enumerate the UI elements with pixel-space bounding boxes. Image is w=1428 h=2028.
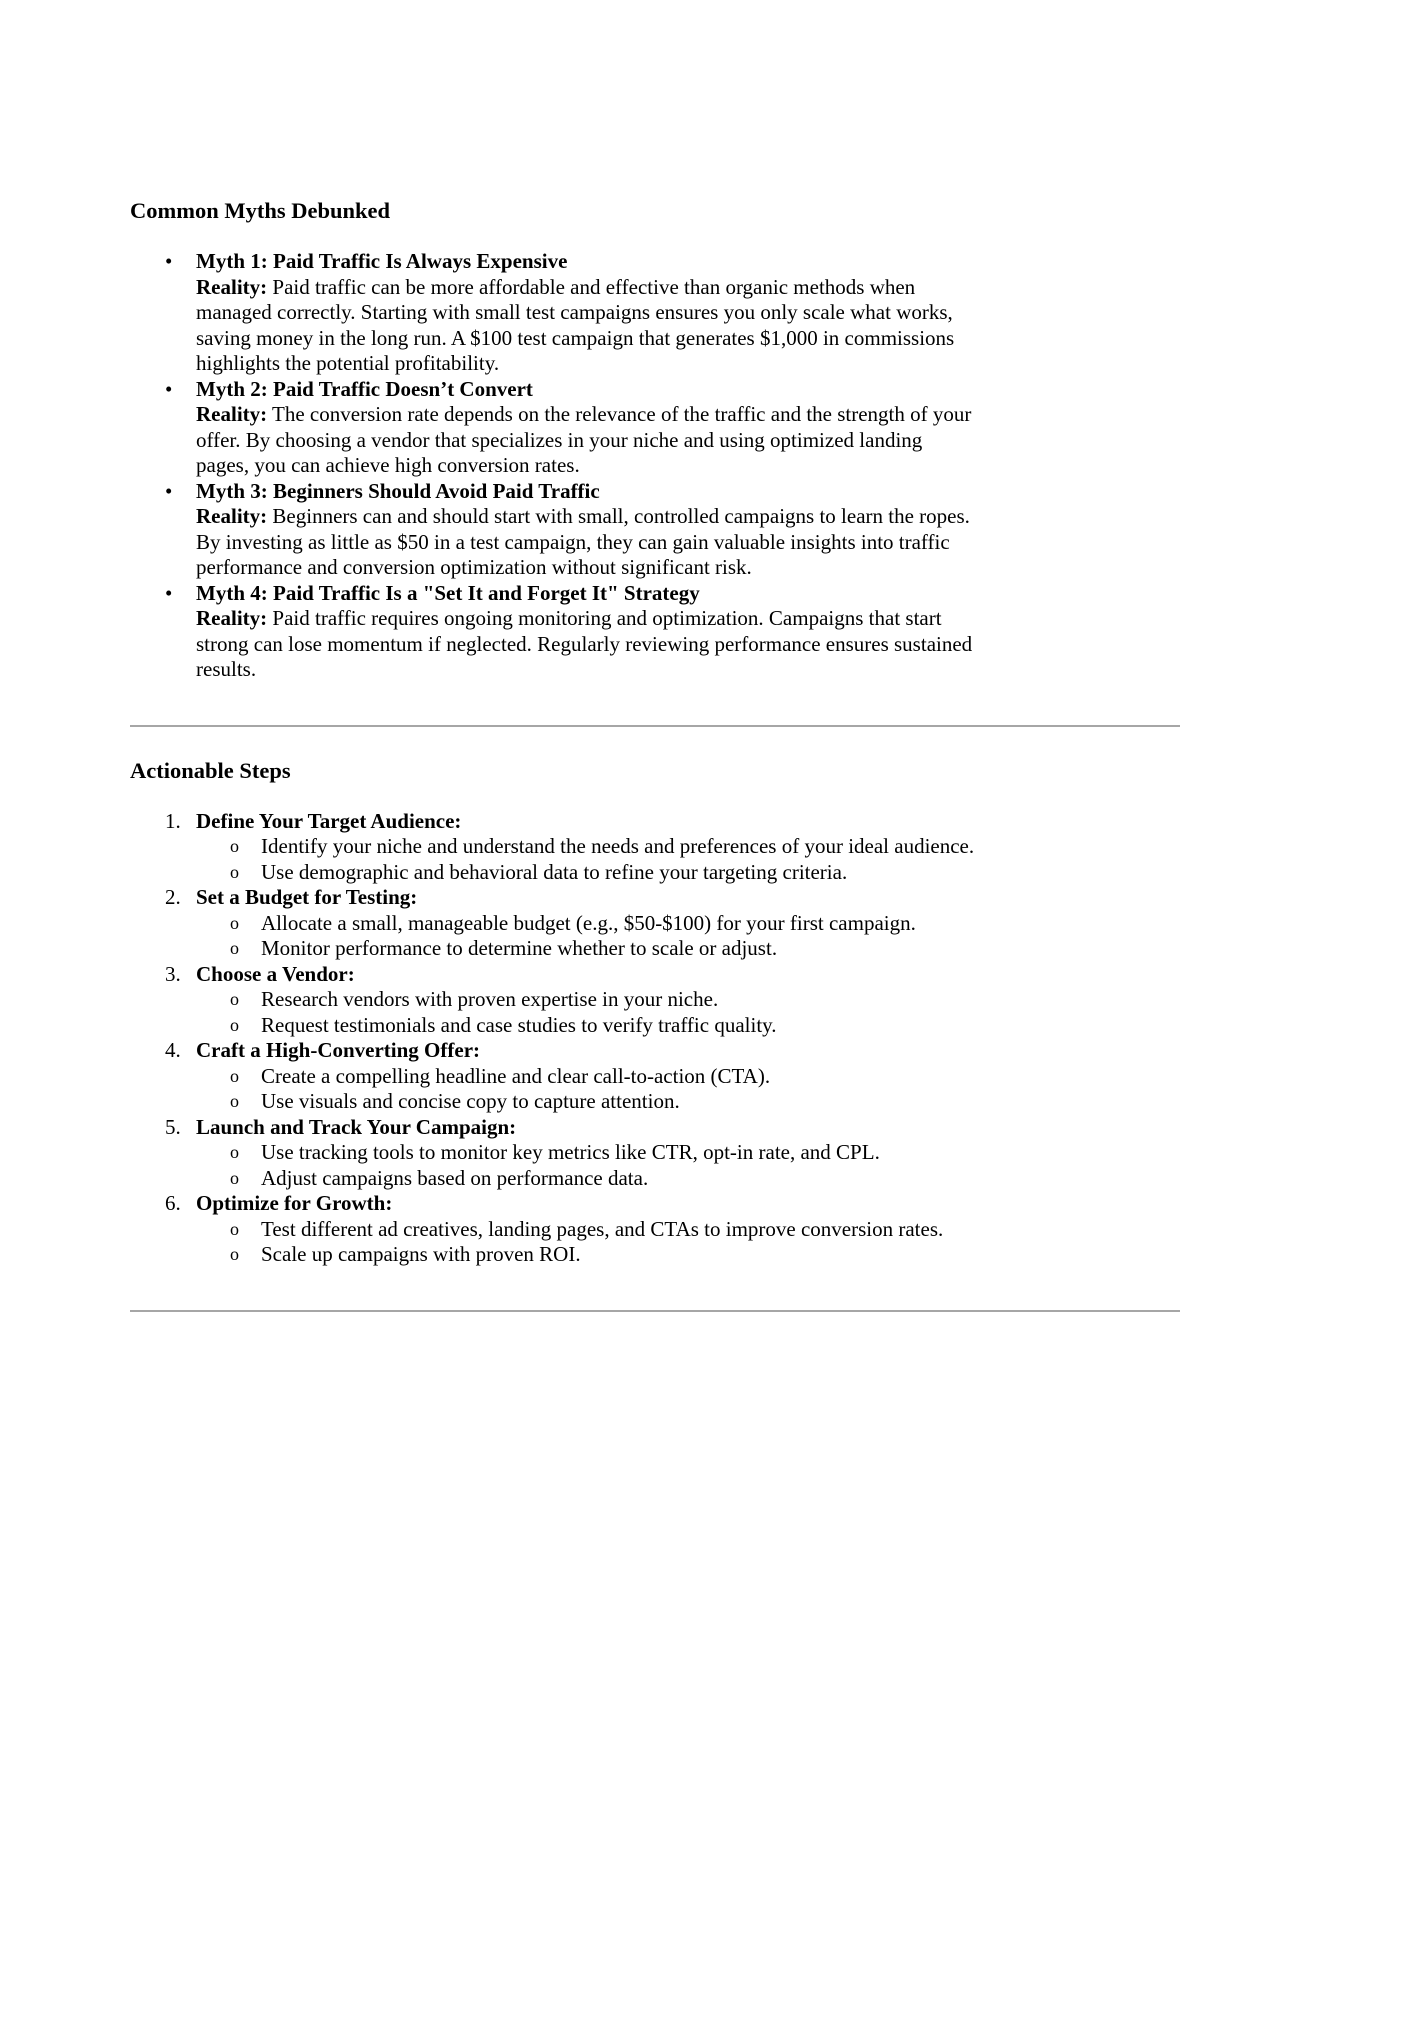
steps-list	[130, 809, 1180, 1268]
reality-text: Beginners can and should start with small, controlled campaigns to learn the ropes. By investing as little as $50 in a test campaign, they can gain valuable insights into traffic performance and conversion optimization without significant risk.	[196, 504, 970, 579]
substep-text: Test different ad creatives, landing pages, and CTAs to improve conversion rates.	[261, 1216, 944, 1241]
substep-text: Research vendors with proven expertise in your niche.	[261, 987, 719, 1011]
substep-item	[196, 1140, 980, 1166]
substep-text: Use tracking tools to monitor key metrics like CTR, opt-in rate, and CPL.	[261, 1140, 880, 1164]
bullet-icon: •	[165, 478, 173, 503]
step-title: Choose a Vendor:	[196, 961, 355, 986]
steps-section	[130, 757, 1180, 1268]
step-number: 1.	[165, 808, 181, 833]
substep-text: Identify your niche and understand the needs and preferences of your ideal audience.	[261, 834, 975, 858]
myth-item	[130, 249, 980, 377]
myth-content	[196, 249, 980, 377]
substep-item	[196, 936, 980, 962]
section-divider	[130, 725, 1180, 727]
myth-reality	[196, 275, 980, 377]
reality-label: Reality:	[196, 504, 268, 528]
reality-label: Reality:	[196, 274, 268, 299]
substep-text: Create a compelling headline and clear call-to-action (CTA).	[261, 1063, 771, 1088]
substep-item	[196, 987, 980, 1013]
substep-item	[196, 860, 980, 886]
step-item	[130, 1115, 980, 1192]
substep-text: Use visuals and concise copy to capture attention.	[261, 1089, 680, 1113]
substep-item	[196, 1013, 980, 1039]
myth-item	[130, 377, 980, 479]
step-number: 6.	[165, 1191, 181, 1215]
myth-reality	[196, 402, 980, 479]
substep-item	[196, 1242, 980, 1268]
circle-bullet-icon: o	[230, 989, 239, 1009]
step-title: Set a Budget for Testing:	[196, 885, 418, 909]
substep-list	[196, 1140, 980, 1191]
circle-bullet-icon: o	[230, 836, 239, 856]
step-number: 2.	[165, 885, 181, 909]
bullet-icon: •	[165, 376, 173, 401]
step-content	[196, 1191, 980, 1268]
substep-list	[196, 987, 980, 1038]
reality-label: Reality:	[196, 402, 268, 426]
substep-list	[196, 834, 980, 885]
step-number: 5.	[165, 1114, 181, 1139]
substep-item	[196, 911, 980, 937]
section-divider	[130, 1310, 1180, 1312]
step-content	[196, 962, 980, 1039]
myth-content	[196, 581, 980, 683]
circle-bullet-icon: o	[230, 938, 239, 958]
substep-list	[196, 1217, 980, 1268]
myth-title: Myth 4: Paid Traffic Is a "Set It and Forget It" Strategy	[196, 580, 700, 605]
myth-title: Myth 2: Paid Traffic Doesn’t Convert	[196, 376, 533, 401]
circle-bullet-icon: o	[230, 1014, 239, 1035]
steps-heading: Actionable Steps	[130, 757, 291, 783]
myths-heading: Common Myths Debunked	[130, 198, 391, 223]
substep-text: Request testimonials and case studies to verify traffic quality.	[261, 1012, 777, 1037]
circle-bullet-icon: o	[230, 1142, 239, 1162]
step-content	[196, 885, 980, 962]
circle-bullet-icon: o	[230, 1065, 239, 1086]
substep-item	[196, 1166, 980, 1192]
reality-label: Reality:	[196, 606, 268, 630]
substep-list	[196, 1064, 980, 1115]
myth-content	[196, 377, 980, 479]
myths-list	[130, 249, 1180, 683]
myth-content	[196, 479, 980, 581]
step-item	[130, 885, 980, 962]
substep-item	[196, 1064, 980, 1090]
substep-item	[196, 834, 980, 860]
substep-item	[196, 1089, 980, 1115]
bullet-icon: •	[165, 249, 173, 273]
circle-bullet-icon: o	[230, 1244, 239, 1264]
myths-section	[130, 197, 1180, 683]
step-title: Craft a High-Converting Offer:	[196, 1038, 481, 1062]
step-number: 3.	[165, 961, 181, 986]
substep-text: Scale up campaigns with proven ROI.	[261, 1242, 581, 1266]
step-item	[130, 1191, 980, 1268]
myth-reality	[196, 606, 980, 683]
circle-bullet-icon: o	[230, 861, 239, 882]
step-title: Launch and Track Your Campaign:	[196, 1114, 517, 1139]
step-item	[130, 809, 980, 886]
substep-list	[196, 911, 980, 962]
step-item	[130, 1038, 980, 1115]
myth-title: Myth 3: Beginners Should Avoid Paid Traffic	[196, 478, 600, 503]
step-content	[196, 1115, 980, 1192]
substep-text: Allocate a small, manageable budget (e.g., $50-$100) for your first campaign.	[261, 910, 916, 935]
bullet-icon: •	[165, 580, 173, 605]
step-content	[196, 809, 980, 886]
substep-text: Use demographic and behavioral data to refine your targeting criteria.	[261, 859, 848, 884]
substep-item	[196, 1217, 980, 1243]
circle-bullet-icon: o	[230, 912, 239, 933]
substep-text: Adjust campaigns based on performance data.	[261, 1165, 649, 1190]
reality-text: The conversion rate depends on the relevance of the traffic and the strength of your offer. By choosing a vendor that specializes in your niche and using optimized landing pages, you can achieve high conversion rates.	[196, 402, 972, 477]
myth-reality	[196, 504, 980, 581]
step-content	[196, 1038, 980, 1115]
reality-text: Paid traffic requires ongoing monitoring and optimization. Campaigns that start strong can lose momentum if neglected. Regularly reviewing performance ensures sustained results.	[196, 606, 973, 681]
step-item	[130, 962, 980, 1039]
reality-text: Paid traffic can be more affordable and effective than organic methods when managed correctly. Starting with small test campaigns ensures you only scale what works, saving money in the long run. A $100 test campaign that generates $1,000 in commissions highlights the potential profitability.	[196, 274, 955, 375]
circle-bullet-icon: o	[230, 1218, 239, 1239]
myth-title: Myth 1: Paid Traffic Is Always Expensive	[196, 249, 568, 273]
circle-bullet-icon: o	[230, 1167, 239, 1188]
circle-bullet-icon: o	[230, 1091, 239, 1111]
substep-text: Monitor performance to determine whether to scale or adjust.	[261, 936, 778, 960]
myth-item	[130, 581, 980, 683]
step-title: Define Your Target Audience:	[196, 808, 462, 833]
step-title: Optimize for Growth:	[196, 1191, 393, 1215]
step-number: 4.	[165, 1038, 181, 1062]
myth-item	[130, 479, 980, 581]
